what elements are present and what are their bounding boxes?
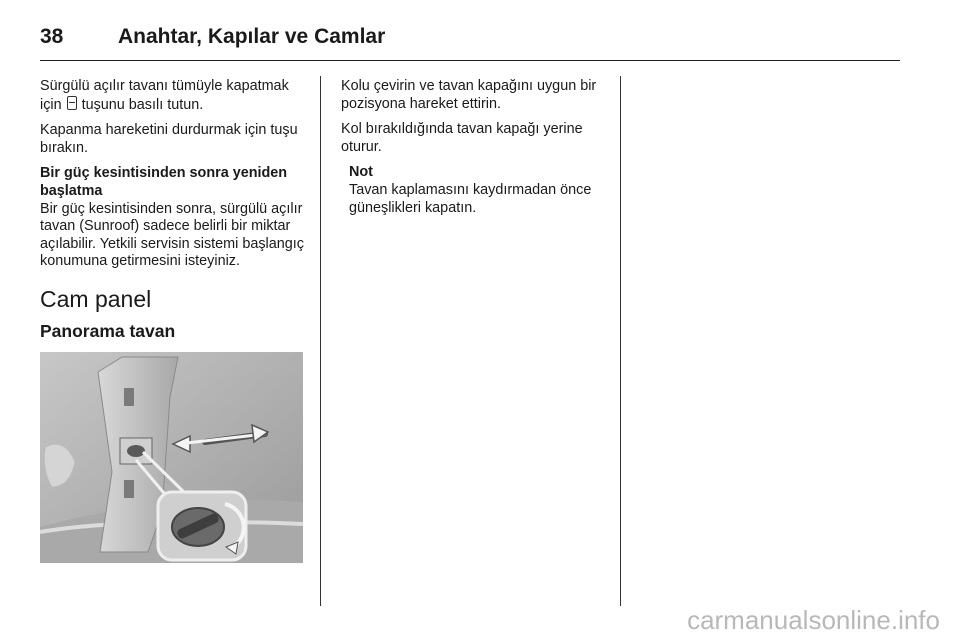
- section-heading: Cam panel: [40, 285, 152, 312]
- close-button-icon: [67, 96, 77, 110]
- left-column: [40, 78, 310, 563]
- right-column: [341, 78, 611, 217]
- note-text: Tavan kaplamasını kaydırmadan önce güneşlikleri kapatın.: [349, 181, 592, 216]
- watermark: carmanualsonline.info: [687, 605, 940, 635]
- note-title: Not: [349, 164, 373, 181]
- subsection-heading: Panorama tavan: [40, 320, 176, 341]
- subheading: Bir güç kesintisinden sonra yeniden başlatma: [40, 165, 288, 199]
- note-box: [349, 164, 611, 217]
- column-divider: [620, 76, 621, 606]
- paragraph: Bir güç kesintisinden sonra, sürgülü açılır tavan (Sunroof) sadece belirli bir miktar açılabilir. Yetkili servisin sistemi başlangıç konumuna getirmesini isteyiniz.: [40, 200, 304, 270]
- paragraph-text: Sürgülü açılır tavanı tümüyle kapatmak için: [40, 78, 289, 113]
- sunroof-handle-illustration: [40, 352, 303, 563]
- paragraph: Kol bırakıldığında tavan kapağı yerine oturur.: [341, 121, 583, 155]
- paragraph: Kapanma hareketini durdurmak için tuşu bırakın.: [40, 122, 298, 156]
- column-divider: [320, 76, 321, 606]
- paragraph-text: tuşunu basılı tutun.: [81, 96, 204, 113]
- paragraph: [40, 78, 310, 114]
- page-number: 38: [40, 25, 64, 48]
- paragraph: Kolu çevirin ve tavan kapağını uygun bir pozisyona hareket ettirin.: [341, 78, 597, 112]
- page-header: [40, 14, 900, 61]
- page-title: Anahtar, Kapılar ve Camlar: [118, 25, 386, 48]
